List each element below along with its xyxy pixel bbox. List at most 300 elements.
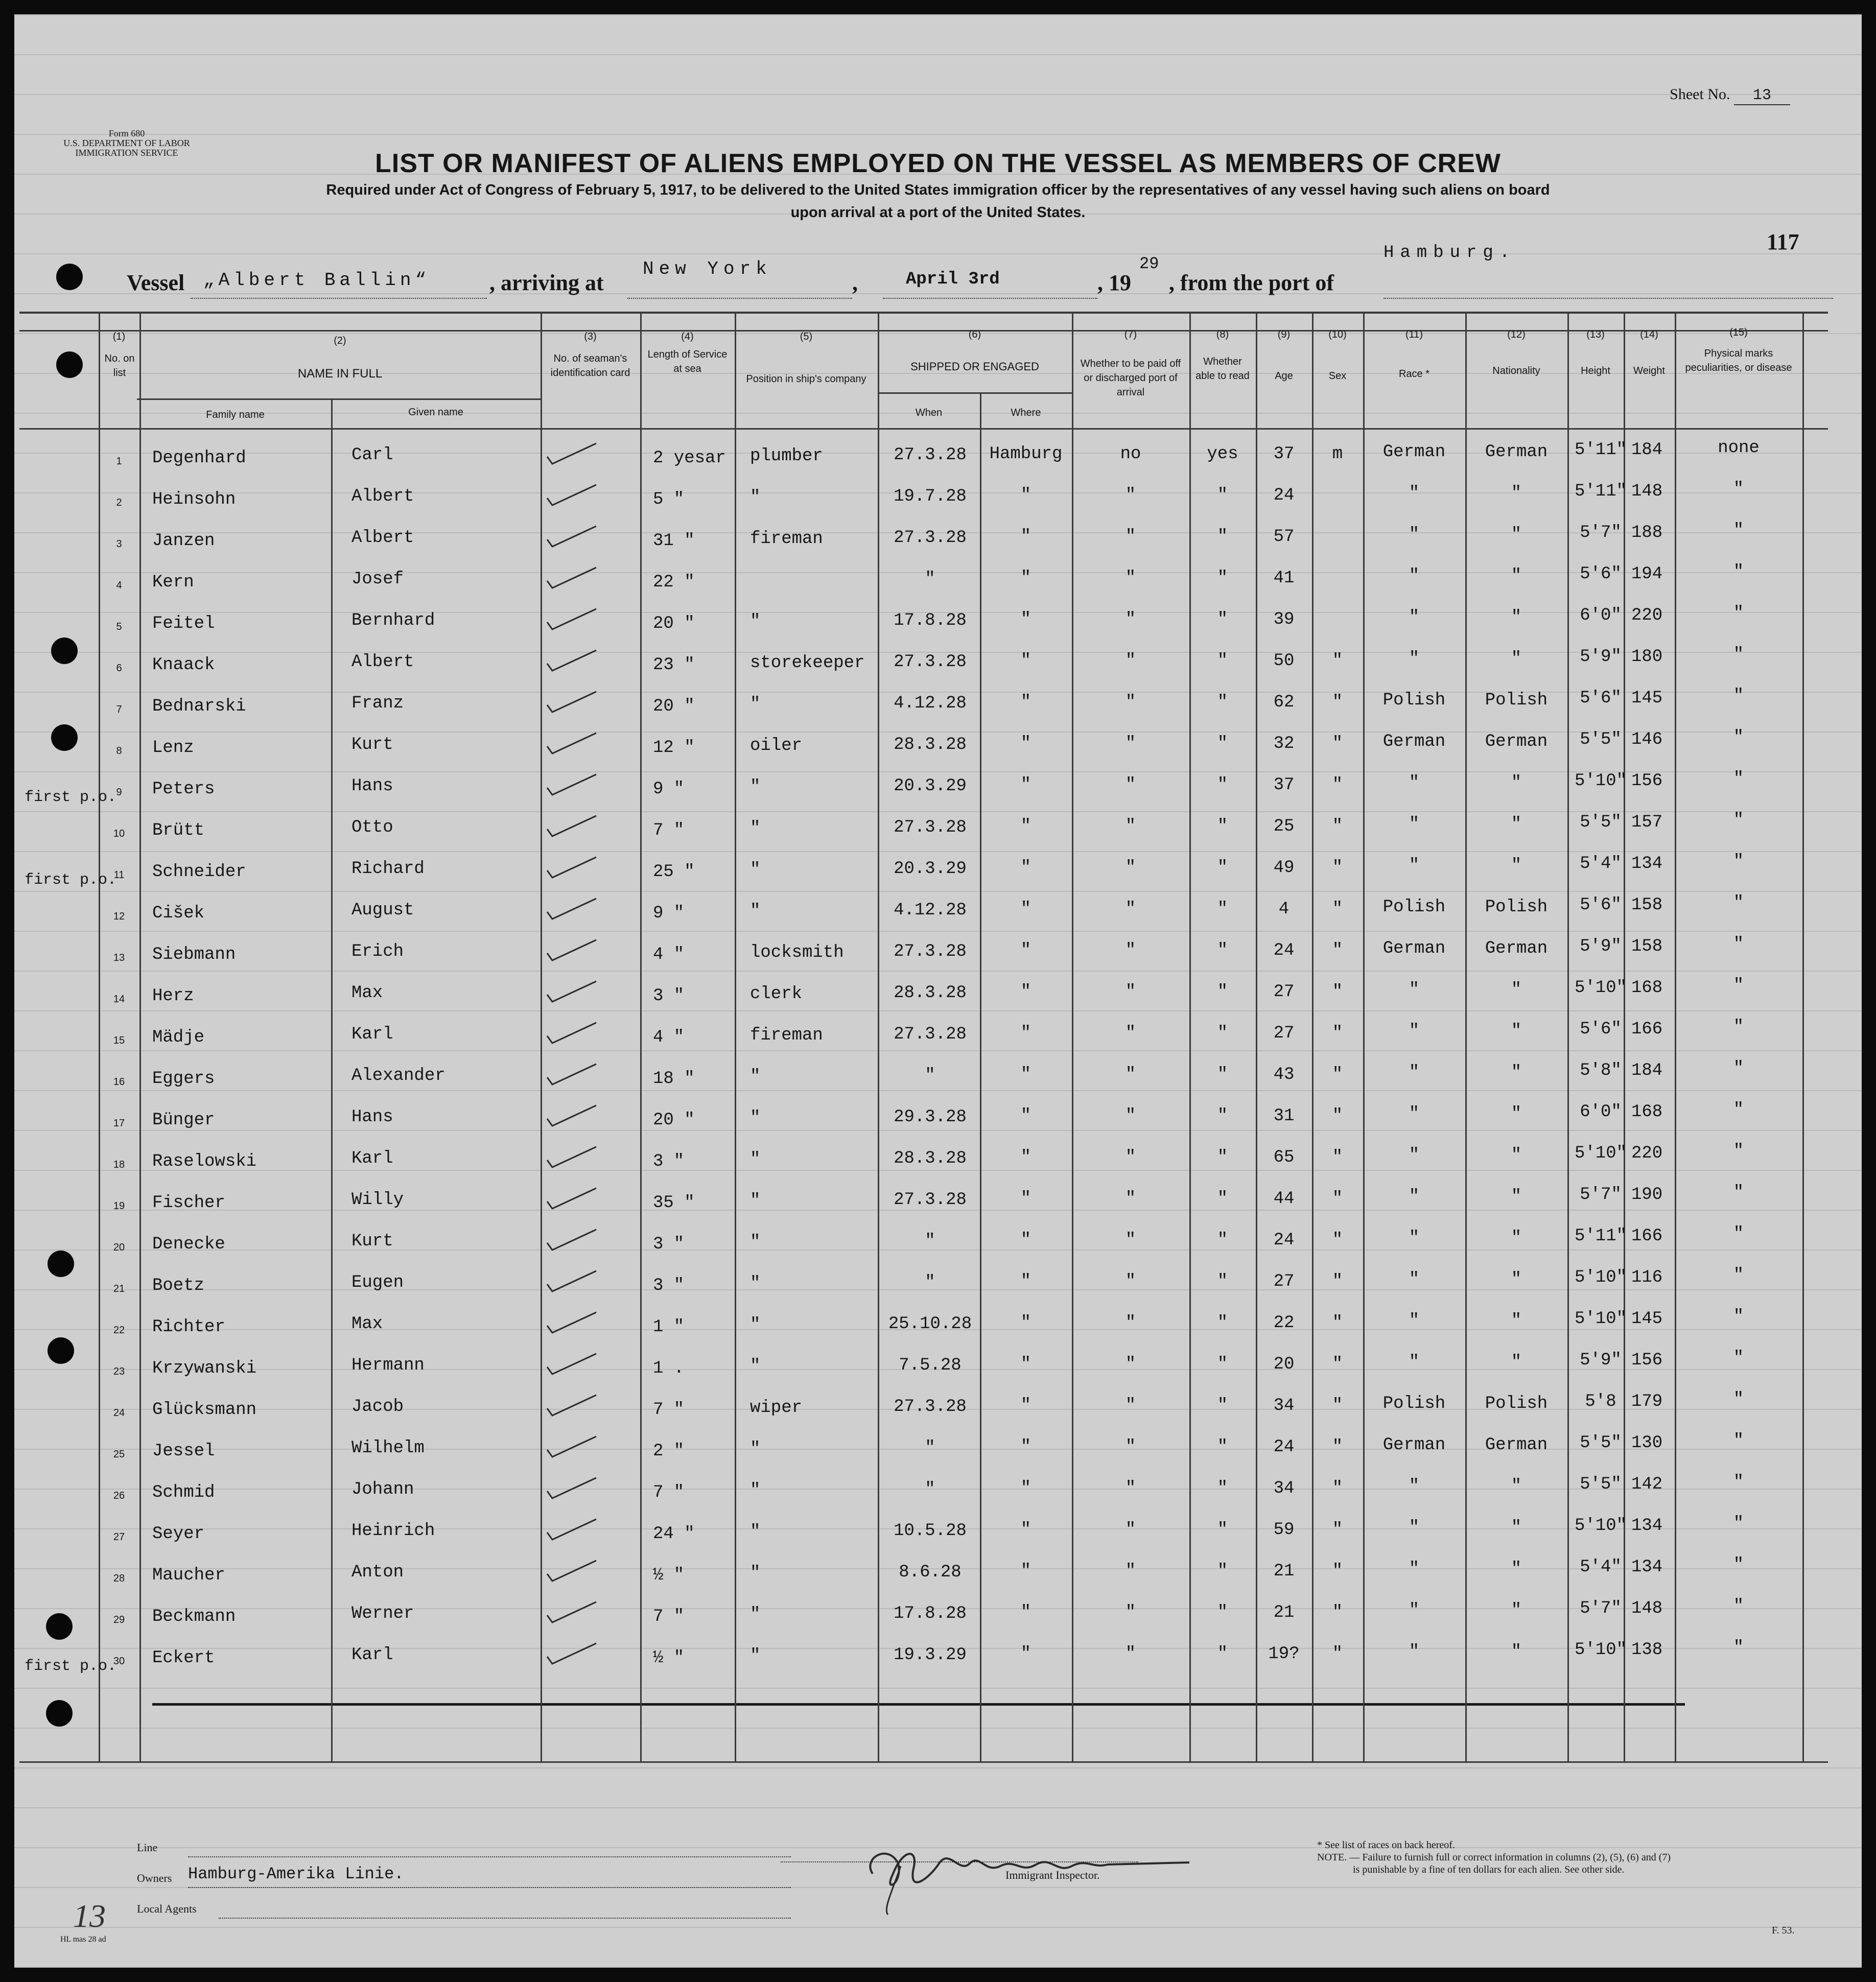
cell-sex: " (1332, 1520, 1343, 1540)
checkmark-icon (543, 441, 599, 466)
cell-where: " (1020, 858, 1031, 878)
cell-no: 17 (113, 1118, 125, 1129)
cell-weight: 180 (1631, 647, 1663, 667)
cell-service: 20 " (653, 1111, 695, 1130)
cell-marks: " (1733, 604, 1744, 623)
failure-note: NOTE. — Failure to furnish full or correct information in columns (2), (5), (6) and (7) (1317, 1852, 1671, 1863)
cell-no: 9 (116, 787, 122, 798)
cell-paid: " (1125, 941, 1136, 960)
from-label: , from the port of (1169, 270, 1334, 295)
cell-service: 2 yesar (653, 449, 726, 468)
cell-service: 3 " (653, 1276, 685, 1295)
cell-when: 19.3.29 (894, 1645, 967, 1665)
vessel-label: Vessel (127, 270, 185, 295)
cell-age: 57 (1273, 527, 1295, 547)
checkmark-icon (543, 1103, 599, 1128)
vessel-underline (191, 298, 487, 299)
cell-family: Degenhard (152, 449, 246, 468)
cell-read: " (1217, 610, 1228, 629)
margin-note: first p.o. (25, 871, 117, 889)
cell-height: 5'11" (1574, 440, 1627, 460)
cell-weight: 134 (1631, 1516, 1663, 1536)
cell-where: " (1020, 527, 1031, 547)
cell-race: " (1409, 1187, 1420, 1207)
cell-marks: " (1733, 1431, 1744, 1451)
cell-age: 62 (1273, 693, 1295, 712)
cell-race: " (1409, 1311, 1420, 1331)
cell-when: " (925, 1066, 935, 1086)
header-weight: Weight (1633, 365, 1665, 376)
cell-position: " (750, 1440, 761, 1459)
cell-age: 43 (1273, 1065, 1295, 1084)
cell-no: 30 (113, 1656, 125, 1667)
cell-family: Cišek (152, 904, 205, 923)
cell-read: " (1217, 1644, 1228, 1664)
cell-weight: 156 (1631, 771, 1663, 791)
cell-where: " (1020, 1231, 1031, 1250)
cell-weight: 138 (1631, 1640, 1663, 1660)
cell-family: Peters (152, 780, 215, 799)
form-department: U.S. DEPARTMENT OF LABOR (63, 138, 190, 148)
footer-line-label: Line (137, 1841, 158, 1854)
col-number: (11) (1405, 329, 1423, 340)
checkmark-icon (543, 565, 599, 590)
cell-nationality: " (1511, 1642, 1522, 1662)
cell-age: 34 (1273, 1396, 1295, 1415)
cell-sex: " (1332, 1065, 1343, 1084)
cell-where: Hamburg (989, 444, 1063, 464)
cell-service: 1 . (653, 1359, 685, 1378)
cell-marks: " (1733, 480, 1744, 499)
cell-marks: " (1733, 1349, 1744, 1368)
cell-paid: " (1125, 693, 1136, 712)
cell-sex: " (1332, 900, 1343, 919)
cell-sex: " (1332, 1437, 1343, 1457)
subtitle-line-1: Required under Act of Congress of February 5, 1917, to be delivered to the United States immigration officer by the representatives of any vessel having such aliens on board (326, 182, 1550, 198)
cell-position: " (750, 1564, 761, 1583)
cell-given: Albert (351, 487, 414, 506)
cell-service: 3 " (653, 1152, 685, 1171)
cell-family: Maucher (152, 1566, 225, 1585)
cell-paid: " (1125, 900, 1136, 919)
checkmark-icon (543, 1186, 599, 1211)
cell-height: 5'7" (1580, 523, 1622, 542)
cell-paid: " (1125, 817, 1136, 836)
checkmark-icon (543, 1476, 599, 1500)
cell-family: Boetz (152, 1276, 205, 1295)
cell-when: 27.3.28 (894, 818, 967, 837)
cell-when: " (925, 1438, 935, 1458)
header-where: Where (1011, 407, 1041, 418)
cell-age: 34 (1273, 1479, 1295, 1498)
cell-where: " (1020, 651, 1031, 671)
cell-no: 2 (116, 497, 122, 508)
cell-nationality: " (1511, 484, 1522, 503)
cell-family: Bednarski (152, 697, 246, 716)
cell-family: Janzen (152, 531, 215, 551)
arriving-underline (627, 298, 852, 299)
cell-nationality: German (1485, 732, 1548, 751)
cell-marks: " (1733, 1307, 1744, 1327)
footer-owners-value: Hamburg-Amerika Linie. (188, 1865, 404, 1883)
cell-where: " (1020, 775, 1031, 795)
cell-height: 5'10" (1574, 1516, 1627, 1536)
cell-age: 24 (1273, 1231, 1295, 1250)
cell-sex: " (1332, 1189, 1343, 1209)
cell-race: " (1409, 856, 1420, 876)
cell-position: " (750, 1315, 761, 1335)
cell-given: Otto (351, 818, 393, 837)
cell-given: Heinrich (351, 1521, 435, 1541)
cell-read: " (1217, 693, 1228, 712)
cell-position: " (750, 777, 761, 797)
sheet-no (1670, 86, 1790, 105)
cell-sex: " (1332, 1355, 1343, 1374)
inspector-label: Immigrant Inspector. (1005, 1869, 1100, 1881)
cell-nationality: " (1511, 980, 1522, 1000)
cell-position: plumber (750, 446, 823, 466)
cell-where: " (1020, 982, 1031, 1002)
cell-position: " (750, 695, 761, 714)
header-physical-marks: Physical marks peculiarities, or disease (1685, 348, 1792, 373)
subtitle-line-2: upon arrival at a port of the United States. (790, 204, 1086, 221)
cell-weight: 166 (1631, 1226, 1663, 1246)
cell-race: German (1382, 442, 1446, 462)
cell-read: " (1217, 651, 1228, 671)
cell-weight: 145 (1631, 689, 1663, 708)
arriving-label: , arriving at (489, 270, 604, 295)
cell-marks: none (1718, 438, 1760, 458)
cell-family: Raselowski (152, 1152, 257, 1171)
cell-weight: 194 (1631, 564, 1663, 584)
owners-underline (188, 1887, 791, 1888)
cell-height: 5'9" (1580, 937, 1622, 956)
punch-hole (48, 1337, 74, 1364)
cell-sex: " (1332, 1148, 1343, 1167)
cell-race: Polish (1382, 691, 1446, 710)
cell-position: " (750, 1522, 761, 1542)
date-underline (883, 298, 1097, 299)
form-code: F. 53. (1772, 1925, 1795, 1936)
cell-paid: " (1125, 775, 1136, 795)
cell-family: Schneider (152, 862, 246, 882)
cell-when: 7.5.28 (899, 1356, 962, 1375)
col-number: (12) (1507, 329, 1526, 340)
col-number: (1) (112, 331, 126, 342)
cell-age: 44 (1273, 1189, 1295, 1209)
cell-race: " (1409, 1146, 1420, 1165)
cell-weight: 148 (1631, 1599, 1663, 1618)
cell-race: " (1409, 525, 1420, 545)
cell-when: 28.3.28 (894, 983, 967, 1003)
cell-where: " (1020, 486, 1031, 505)
cell-age: 27 (1273, 982, 1295, 1002)
header-nationality: Nationality (1492, 365, 1540, 376)
cell-nationality: " (1511, 773, 1522, 793)
cell-service: 7 " (653, 1400, 685, 1420)
line-underline (188, 1856, 791, 1857)
cell-read: " (1217, 1106, 1228, 1126)
cell-nationality: " (1511, 649, 1522, 669)
col-divider (735, 312, 736, 1761)
cell-service: ½ " (653, 1566, 685, 1585)
cell-nationality: Polish (1485, 1394, 1548, 1413)
checkmark-icon (543, 814, 599, 838)
cell-when: " (925, 1273, 935, 1292)
cell-no: 23 (113, 1366, 125, 1377)
cell-age: 25 (1273, 817, 1295, 836)
cell-paid: " (1125, 1106, 1136, 1126)
cell-given: Wilhelm (351, 1438, 425, 1458)
cell-height: 5'10" (1574, 771, 1627, 791)
cell-family: Beckmann (152, 1607, 236, 1626)
cell-race: " (1409, 1229, 1420, 1248)
col-divider (640, 312, 642, 1761)
punch-hole (51, 724, 78, 751)
cell-age: 19? (1268, 1644, 1300, 1664)
punch-hole (48, 1250, 74, 1277)
cell-race: " (1409, 815, 1420, 834)
cell-position: " (750, 1150, 761, 1169)
arriving-port: New York (643, 258, 772, 279)
cell-service: 20 " (653, 614, 695, 633)
cell-when: 17.8.28 (894, 1604, 967, 1623)
cell-family: Lenz (152, 738, 194, 758)
col-divider (878, 312, 879, 1761)
cell-height: 5'10" (1574, 978, 1627, 998)
cell-service: 12 " (653, 738, 695, 758)
cell-weight: 184 (1631, 440, 1663, 460)
cell-when: 19.7.28 (894, 487, 967, 506)
cell-given: Eugen (351, 1273, 404, 1292)
cell-nationality: German (1485, 1435, 1548, 1455)
cell-paid: " (1125, 1562, 1136, 1581)
cell-paid: " (1125, 1355, 1136, 1374)
cell-weight: 116 (1631, 1268, 1663, 1287)
cell-nationality: " (1511, 1353, 1522, 1372)
cell-nationality: " (1511, 1477, 1522, 1496)
cell-sex: " (1332, 1106, 1343, 1126)
cell-race: Polish (1382, 898, 1446, 917)
cell-height: 5'10" (1574, 1309, 1627, 1329)
cell-paid: " (1125, 858, 1136, 878)
cell-height: 5'8" (1580, 1061, 1622, 1080)
cell-height: 5'6" (1580, 564, 1622, 584)
cell-age: 49 (1273, 858, 1295, 878)
arrival-date: April 3rd (906, 270, 1000, 289)
col-divider (1802, 312, 1804, 1761)
cell-no: 10 (113, 828, 125, 839)
cell-read: " (1217, 1562, 1228, 1581)
sheet-no-label: Sheet No. (1670, 86, 1730, 103)
checkmark-icon (543, 772, 599, 797)
cell-when: 4.12.28 (894, 901, 967, 920)
cell-position: locksmith (750, 943, 844, 962)
cell-position: " (750, 488, 761, 507)
cell-where: " (1020, 1148, 1031, 1167)
cell-family: Seyer (152, 1524, 205, 1544)
col-number: (15) (1729, 327, 1748, 338)
cell-height: 5'6" (1580, 895, 1622, 915)
col-number: (4) (681, 331, 694, 342)
cell-sex: " (1332, 1603, 1343, 1622)
cell-height: 5'5" (1580, 1475, 1622, 1494)
cell-marks: " (1733, 1638, 1744, 1658)
cell-service: 9 " (653, 904, 685, 923)
cell-read: " (1217, 527, 1228, 547)
cell-family: Siebmann (152, 945, 236, 964)
arrival-year: 29 (1139, 254, 1159, 273)
cell-family: Feitel (152, 614, 215, 633)
cell-read: " (1217, 1148, 1228, 1167)
cell-position: " (750, 1357, 761, 1376)
cell-given: Franz (351, 694, 404, 713)
cell-family: Schmid (152, 1483, 215, 1502)
header-position: Position in ship's company (746, 373, 866, 385)
cell-height: 5'4" (1580, 854, 1622, 874)
cell-height: 5'10" (1574, 1268, 1627, 1287)
cell-nationality: " (1511, 1187, 1522, 1207)
cell-paid: " (1125, 1479, 1136, 1498)
col-divider (139, 312, 141, 1761)
year-prefix: , 19 (1097, 270, 1131, 295)
cell-service: 25 " (653, 862, 695, 882)
cell-weight: 158 (1631, 895, 1663, 915)
cell-nationality: " (1511, 1063, 1522, 1082)
cell-read: " (1217, 1355, 1228, 1374)
cell-race: " (1409, 1642, 1420, 1662)
cell-when: 8.6.28 (899, 1563, 962, 1582)
header-given-name: Given name (408, 407, 463, 418)
cell-race: " (1409, 649, 1420, 669)
form-number: Form 680 (108, 128, 145, 138)
cell-given: Kurt (351, 1232, 393, 1251)
cell-height: 5'10" (1574, 1144, 1627, 1163)
cell-when: " (925, 1480, 935, 1499)
cell-age: 22 (1273, 1313, 1295, 1333)
header-no-on-list: No. on list (104, 353, 135, 379)
cell-sex: " (1332, 1024, 1343, 1043)
cell-paid: " (1125, 486, 1136, 505)
cell-race: " (1409, 1518, 1420, 1538)
footer-owners-label: Owners (137, 1872, 172, 1884)
cell-when: 27.3.28 (894, 652, 967, 672)
checkmark-icon (543, 690, 599, 714)
cell-nationality: " (1511, 1560, 1522, 1579)
cell-family: Heinsohn (152, 490, 236, 509)
cell-age: 41 (1273, 569, 1295, 588)
cell-read: " (1217, 1189, 1228, 1209)
cell-age: 27 (1273, 1024, 1295, 1043)
cell-sex: " (1332, 1562, 1343, 1581)
cell-where: " (1020, 900, 1031, 919)
cell-height: 5'6" (1580, 1020, 1622, 1039)
cell-nationality: " (1511, 1270, 1522, 1289)
page-title: LIST OR MANIFEST OF ALIENS EMPLOYED ON THE VESSEL AS MEMBERS OF CREW (375, 149, 1501, 178)
cell-marks: " (1733, 1183, 1744, 1202)
checkmark-icon (543, 648, 599, 673)
cell-position: " (750, 1233, 761, 1252)
cell-no: 26 (113, 1490, 125, 1501)
cell-nationality: " (1511, 1229, 1522, 1248)
cell-race: " (1409, 567, 1420, 586)
header-name-in-full: NAME IN FULL (297, 367, 383, 381)
cell-weight: 156 (1631, 1351, 1663, 1370)
cell-no: 20 (113, 1242, 125, 1253)
cell-when: " (925, 570, 935, 589)
cell-service: 31 " (653, 531, 695, 551)
cell-weight: 145 (1631, 1309, 1663, 1329)
cell-nationality: " (1511, 1311, 1522, 1331)
cell-sex: " (1332, 1231, 1343, 1250)
cell-no: 11 (113, 869, 125, 881)
cell-marks: " (1733, 1597, 1744, 1616)
cell-weight: 188 (1631, 523, 1663, 542)
cell-no: 27 (113, 1531, 125, 1543)
checkmark-icon (543, 1352, 599, 1376)
cell-read: " (1217, 1520, 1228, 1540)
cell-sex: " (1332, 1479, 1343, 1498)
cell-service: 2 " (653, 1442, 685, 1461)
cell-marks: " (1733, 893, 1744, 913)
cell-where: " (1020, 1189, 1031, 1209)
cell-race: " (1409, 980, 1420, 1000)
cell-position: " (750, 902, 761, 921)
cell-when: 28.3.28 (894, 735, 967, 754)
cell-position: " (750, 1108, 761, 1128)
cell-read: " (1217, 486, 1228, 505)
cell-where: " (1020, 1272, 1031, 1291)
cell-age: 37 (1273, 775, 1295, 795)
cell-read: " (1217, 1479, 1228, 1498)
cell-when: 27.3.28 (894, 942, 967, 961)
cell-height: 5'4" (1580, 1558, 1622, 1577)
header-age: Age (1275, 370, 1293, 382)
cell-no: 15 (113, 1035, 125, 1046)
cell-height: 5'5" (1580, 1433, 1622, 1453)
cell-race: " (1409, 1063, 1420, 1082)
checkmark-icon (543, 1517, 599, 1542)
cell-race: " (1409, 1270, 1420, 1289)
cell-paid: " (1125, 1313, 1136, 1333)
cell-sex: " (1332, 1272, 1343, 1291)
cell-height: 5'6" (1580, 689, 1622, 708)
cell-sex: " (1332, 734, 1343, 753)
header-family-name: Family name (206, 409, 265, 420)
checkmark-icon (543, 731, 599, 756)
cell-paid: " (1125, 1272, 1136, 1291)
cell-when: 27.3.28 (894, 528, 967, 548)
cell-position: " (750, 1481, 761, 1500)
cell-nationality: " (1511, 608, 1522, 627)
cell-marks: " (1733, 935, 1744, 954)
col-divider (541, 312, 542, 1761)
cell-paid: " (1125, 1065, 1136, 1084)
cell-height: 5'9" (1580, 1351, 1622, 1370)
cell-height: 5'7" (1580, 1599, 1622, 1618)
cell-read: " (1217, 1396, 1228, 1415)
cell-weight: 157 (1631, 813, 1663, 832)
cell-family: Herz (152, 986, 194, 1006)
cell-sex: " (1332, 1644, 1343, 1664)
punch-hole (46, 1613, 73, 1640)
hl-mark: HL mas 28 ad (60, 1935, 106, 1944)
port-underline (1383, 298, 1833, 299)
cell-nationality: " (1511, 856, 1522, 876)
cell-nationality: " (1511, 567, 1522, 586)
cell-position: " (750, 1646, 761, 1666)
cell-weight: 168 (1631, 1102, 1663, 1122)
